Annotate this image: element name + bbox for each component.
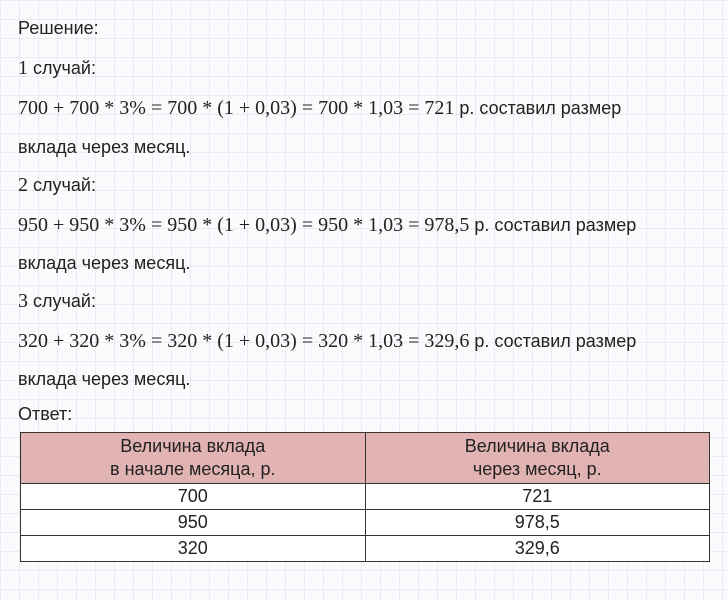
answer-table-header-row — [21, 433, 710, 484]
table-cell-end: 721 — [365, 484, 710, 510]
table-row — [21, 484, 710, 510]
case-3-continuation: вклада через месяц. — [18, 369, 191, 389]
case-1-equation — [18, 97, 621, 119]
case-2-tail: р. составил размер — [469, 215, 637, 235]
case-2-equation — [18, 214, 636, 236]
case-3-title-text: случай: — [28, 291, 96, 311]
column-header-start — [21, 433, 366, 484]
column-header-end-line-1: Величина вклада — [464, 436, 610, 456]
solution-heading: Решение: — [18, 18, 99, 38]
table-row — [21, 536, 710, 562]
case-2-formula: 950 + 950 * 3% = 950 * (1 + 0,03) = 950 * 1,03 = 978,5 — [18, 214, 470, 236]
table-cell-start: 700 — [21, 484, 366, 510]
table-row — [21, 510, 710, 536]
case-3-tail: р. составил размер — [469, 331, 637, 351]
case-1-formula: 700 + 700 * 3% = 700 * (1 + 0,03) = 700 * 1,03 = 721 — [18, 97, 455, 119]
case-2-continuation: вклада через месяц. — [18, 253, 191, 273]
case-3-equation — [18, 330, 636, 352]
case-2-title-text: случай: — [28, 175, 96, 195]
case-1-title — [18, 57, 96, 79]
case-1-title-text: случай: — [28, 58, 96, 78]
column-header-start-line-1: Величина вклада — [120, 436, 266, 456]
case-3-formula: 320 + 320 * 3% = 320 * (1 + 0,03) = 320 * 1,03 = 329,6 — [18, 330, 470, 352]
column-header-end — [365, 433, 710, 484]
case-2-title — [18, 174, 96, 196]
answer-table — [20, 432, 710, 562]
case-1-continuation: вклада через месяц. — [18, 137, 191, 157]
table-cell-end: 978,5 — [365, 510, 710, 536]
table-cell-end: 329,6 — [365, 536, 710, 562]
case-3-number: 3 — [18, 290, 28, 312]
case-3-title — [18, 290, 96, 312]
case-1-tail: р. составил размер — [454, 98, 622, 118]
table-cell-start: 950 — [21, 510, 366, 536]
table-cell-start: 320 — [21, 536, 366, 562]
column-header-start-line-2: в начале месяца, р. — [110, 459, 276, 479]
case-1-number: 1 — [18, 57, 28, 79]
column-header-end-line-2: через месяц, р. — [472, 459, 602, 479]
case-2-number: 2 — [18, 174, 28, 196]
answer-heading: Ответ: — [18, 404, 73, 424]
